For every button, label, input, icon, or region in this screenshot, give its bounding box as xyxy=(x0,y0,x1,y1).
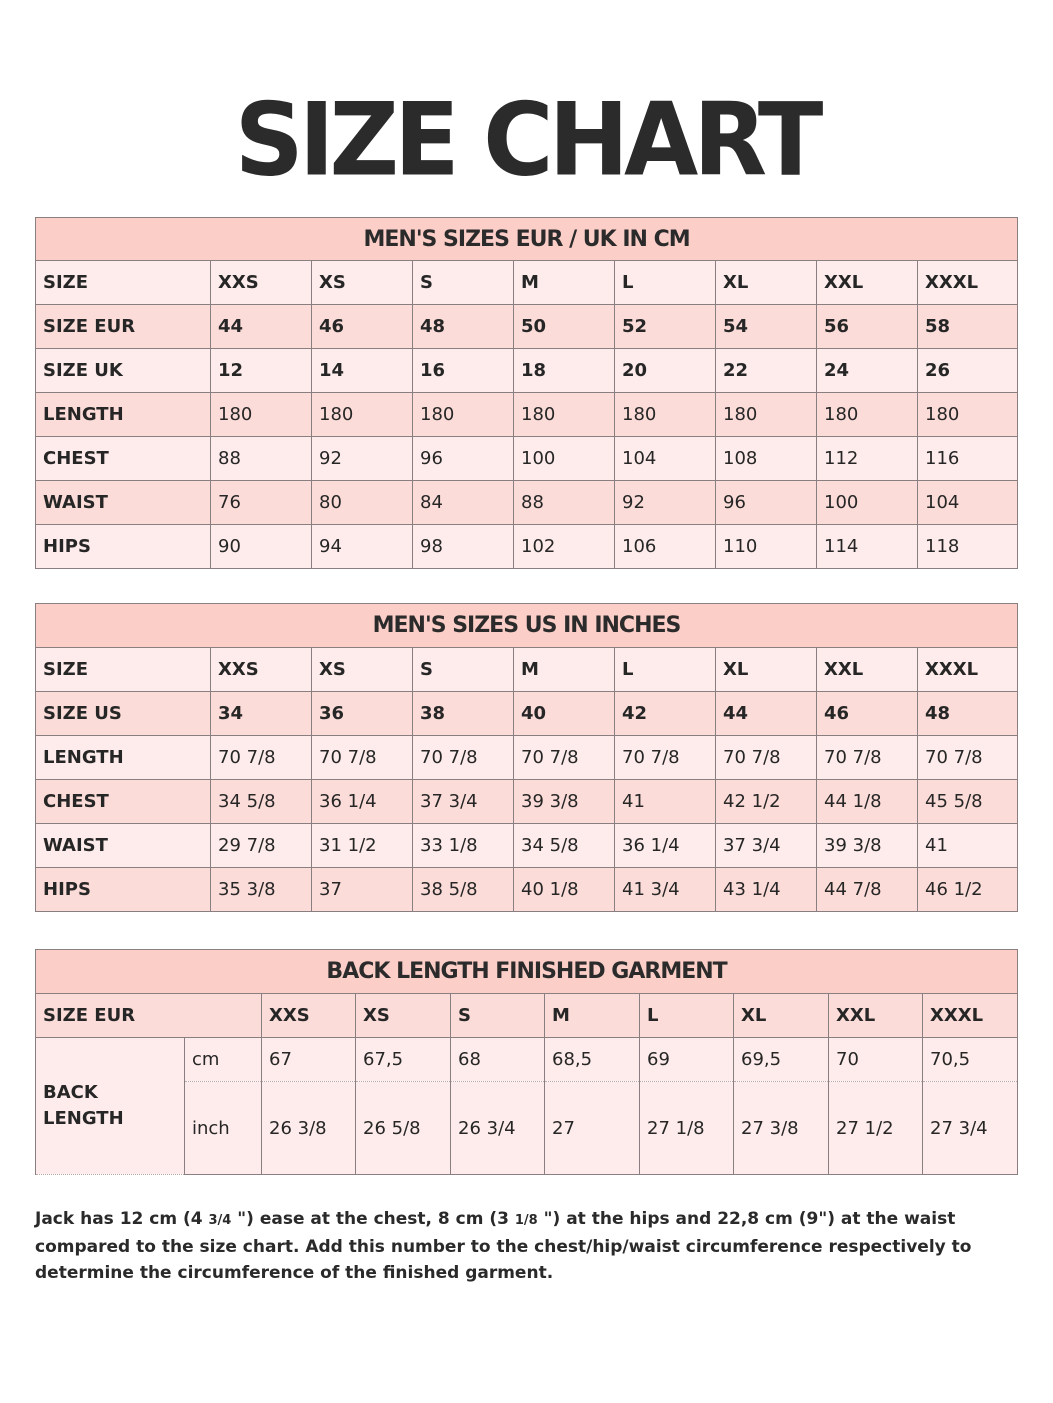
back-length-inch-cell: 26 3/4 xyxy=(451,1082,545,1175)
eur-uk-cell: 76 xyxy=(211,481,312,525)
us-cell: 70 7/8 xyxy=(716,736,817,780)
eur-uk-cell: 96 xyxy=(413,437,514,481)
eur-uk-cell: 54 xyxy=(716,305,817,349)
back-length-inch-cell: 26 3/8 xyxy=(262,1082,356,1175)
eur-uk-cell: 44 xyxy=(211,305,312,349)
us-cell: 29 7/8 xyxy=(211,824,312,868)
us-cell: L xyxy=(615,648,716,692)
eur-uk-cell: 20 xyxy=(615,349,716,393)
eur-uk-cell: 84 xyxy=(413,481,514,525)
back-length-size-cell: XL xyxy=(734,994,829,1038)
us-cell: 41 xyxy=(918,824,1018,868)
eur-uk-cell: 96 xyxy=(716,481,817,525)
us-row xyxy=(36,780,1018,824)
eur-uk-cell: 100 xyxy=(817,481,918,525)
us-row-label: LENGTH xyxy=(36,736,211,780)
us-cell: 35 3/8 xyxy=(211,868,312,912)
us-cell: XS xyxy=(312,648,413,692)
us-cell: XXXL xyxy=(918,648,1018,692)
us-cell: 37 xyxy=(312,868,413,912)
us-cell: 70 7/8 xyxy=(514,736,615,780)
us-row-label: WAIST xyxy=(36,824,211,868)
eur-uk-cell: 48 xyxy=(413,305,514,349)
us-cell: 70 7/8 xyxy=(817,736,918,780)
eur-uk-row xyxy=(36,261,1018,305)
eur-uk-cell: 180 xyxy=(918,393,1018,437)
eur-uk-cell: 18 xyxy=(514,349,615,393)
us-cell: 44 1/8 xyxy=(817,780,918,824)
footnote-part1: Jack has 12 cm (4 xyxy=(35,1209,209,1229)
us-row-label: SIZE US xyxy=(36,692,211,736)
us-cell: M xyxy=(514,648,615,692)
eur-uk-cell: 92 xyxy=(615,481,716,525)
us-cell: 37 3/4 xyxy=(716,824,817,868)
us-cell: 48 xyxy=(918,692,1018,736)
eur-uk-cell: 102 xyxy=(514,525,615,569)
footnote-part3: ") at the hips and 22,8 cm (9") at the waist compared to the size chart. Add this number to the chest/hip/waist circumference respectively to determine the circumference of the finished garment. xyxy=(35,1209,972,1283)
eur-uk-cell: 88 xyxy=(514,481,615,525)
us-cell: 34 5/8 xyxy=(211,780,312,824)
us-cell: 31 1/2 xyxy=(312,824,413,868)
eur-uk-cell: 180 xyxy=(817,393,918,437)
eur-uk-row xyxy=(36,349,1018,393)
cm-unit-label: cm xyxy=(185,1038,262,1082)
eur-uk-cell: 118 xyxy=(918,525,1018,569)
back-length-size-cell: XXS xyxy=(262,994,356,1038)
eur-uk-cell: 56 xyxy=(817,305,918,349)
back-length-cm-cell: 67 xyxy=(262,1038,356,1082)
us-cell: 41 3/4 xyxy=(615,868,716,912)
us-cell: XL xyxy=(716,648,817,692)
eur-uk-cell: 110 xyxy=(716,525,817,569)
back-length-inch-cell: 27 1/8 xyxy=(640,1082,734,1175)
eur-uk-row xyxy=(36,525,1018,569)
eur-uk-cell: 180 xyxy=(312,393,413,437)
eur-uk-cell: 16 xyxy=(413,349,514,393)
footnote-fraction2: 1/8 xyxy=(514,1213,538,1228)
eur-uk-cell: XXL xyxy=(817,261,918,305)
us-cell: 36 xyxy=(312,692,413,736)
back-length-label: BACK LENGTH xyxy=(36,1038,185,1175)
back-length-size-cell: M xyxy=(545,994,640,1038)
footnote-fraction1: 3/4 xyxy=(208,1213,232,1228)
eur-uk-cell: 52 xyxy=(615,305,716,349)
back-length-inch-cell: 27 1/2 xyxy=(829,1082,923,1175)
us-cell: 45 5/8 xyxy=(918,780,1018,824)
eur-uk-row xyxy=(36,481,1018,525)
us-row xyxy=(36,868,1018,912)
us-row xyxy=(36,824,1018,868)
us-cell: 70 7/8 xyxy=(615,736,716,780)
us-cell: S xyxy=(413,648,514,692)
us-row-label: CHEST xyxy=(36,780,211,824)
us-row xyxy=(36,692,1018,736)
eur-uk-cell: 180 xyxy=(514,393,615,437)
eur-uk-cell: XXXL xyxy=(918,261,1018,305)
us-cell: 39 3/8 xyxy=(514,780,615,824)
eur-uk-cell: S xyxy=(413,261,514,305)
eur-uk-row-label: CHEST xyxy=(36,437,211,481)
eur-uk-cell: L xyxy=(615,261,716,305)
back-length-table-title: BACK LENGTH FINISHED GARMENT xyxy=(36,950,1018,994)
back-length-cm-cell: 68 xyxy=(451,1038,545,1082)
us-cell: 42 xyxy=(615,692,716,736)
us-cell: 44 xyxy=(716,692,817,736)
back-length-inch-cell: 26 5/8 xyxy=(356,1082,451,1175)
us-cell: 34 xyxy=(211,692,312,736)
eur-uk-cell: 92 xyxy=(312,437,413,481)
back-length-size-cell: XXL xyxy=(829,994,923,1038)
footnote-part2: ") ease at the chest, 8 cm (3 xyxy=(231,1209,515,1229)
eur-uk-cell: 50 xyxy=(514,305,615,349)
eur-uk-row-label: LENGTH xyxy=(36,393,211,437)
eur-uk-cell: 114 xyxy=(817,525,918,569)
us-cell: 37 3/4 xyxy=(413,780,514,824)
back-length-size-cell: L xyxy=(640,994,734,1038)
back-length-inch-cell: 27 xyxy=(545,1082,640,1175)
us-cell: 40 xyxy=(514,692,615,736)
us-cell: 46 1/2 xyxy=(918,868,1018,912)
eur-uk-cell: XXS xyxy=(211,261,312,305)
us-cell: 41 xyxy=(615,780,716,824)
eur-uk-cell: 88 xyxy=(211,437,312,481)
us-cell: 70 7/8 xyxy=(312,736,413,780)
eur-uk-cell: 106 xyxy=(615,525,716,569)
eur-uk-cell: XS xyxy=(312,261,413,305)
ease-footnote xyxy=(35,1206,1015,1286)
page-title: SIZE CHART xyxy=(234,81,819,199)
eur-uk-cell: 180 xyxy=(716,393,817,437)
back-length-inch-cell: 27 3/4 xyxy=(923,1082,1018,1175)
back-length-size-cell: S xyxy=(451,994,545,1038)
us-cell: XXS xyxy=(211,648,312,692)
eur-uk-cell: 24 xyxy=(817,349,918,393)
us-cell: 42 1/2 xyxy=(716,780,817,824)
us-cell: 40 1/8 xyxy=(514,868,615,912)
back-length-table xyxy=(35,949,1018,1175)
us-cell: XXL xyxy=(817,648,918,692)
eur-uk-cell: 108 xyxy=(716,437,817,481)
us-row xyxy=(36,736,1018,780)
us-cell: 70 7/8 xyxy=(918,736,1018,780)
eur-uk-row-label: SIZE EUR xyxy=(36,305,211,349)
us-cell: 44 7/8 xyxy=(817,868,918,912)
size-eur-label: SIZE EUR xyxy=(36,994,262,1038)
eur-uk-row-label: WAIST xyxy=(36,481,211,525)
back-length-cm-cell: 70,5 xyxy=(923,1038,1018,1082)
us-cell: 70 7/8 xyxy=(413,736,514,780)
eur-uk-cell: 58 xyxy=(918,305,1018,349)
us-cell: 36 1/4 xyxy=(615,824,716,868)
eur-uk-cell: M xyxy=(514,261,615,305)
back-length-cm-cell: 67,5 xyxy=(356,1038,451,1082)
back-length-cm-cell: 69 xyxy=(640,1038,734,1082)
eur-uk-cell: 104 xyxy=(615,437,716,481)
eur-uk-cell: 104 xyxy=(918,481,1018,525)
us-cell: 33 1/8 xyxy=(413,824,514,868)
eur-uk-table-title: MEN'S SIZES EUR / UK IN CM xyxy=(36,218,1018,261)
eur-uk-cell: 100 xyxy=(514,437,615,481)
eur-uk-cell: 90 xyxy=(211,525,312,569)
eur-uk-cell: 22 xyxy=(716,349,817,393)
us-size-table xyxy=(35,603,1018,912)
eur-uk-cell: 80 xyxy=(312,481,413,525)
eur-uk-cell: 180 xyxy=(211,393,312,437)
eur-uk-row-label: HIPS xyxy=(36,525,211,569)
eur-uk-row xyxy=(36,393,1018,437)
eur-uk-cell: 46 xyxy=(312,305,413,349)
eur-uk-cell: 98 xyxy=(413,525,514,569)
eur-uk-cell: 180 xyxy=(413,393,514,437)
us-cell: 46 xyxy=(817,692,918,736)
us-cell: 38 xyxy=(413,692,514,736)
eur-uk-cell: 180 xyxy=(615,393,716,437)
back-length-inch-cell: 27 3/8 xyxy=(734,1082,829,1175)
eur-uk-size-table xyxy=(35,217,1018,569)
us-row-label: HIPS xyxy=(36,868,211,912)
eur-uk-cell: 26 xyxy=(918,349,1018,393)
eur-uk-cell: 94 xyxy=(312,525,413,569)
eur-uk-cell: 14 xyxy=(312,349,413,393)
us-row-label: SIZE xyxy=(36,648,211,692)
us-row xyxy=(36,648,1018,692)
us-cell: 70 7/8 xyxy=(211,736,312,780)
eur-uk-row-label: SIZE UK xyxy=(36,349,211,393)
eur-uk-row xyxy=(36,437,1018,481)
back-length-cm-cell: 70 xyxy=(829,1038,923,1082)
eur-uk-cell: 112 xyxy=(817,437,918,481)
us-cell: 39 3/8 xyxy=(817,824,918,868)
eur-uk-row xyxy=(36,305,1018,349)
eur-uk-cell: XL xyxy=(716,261,817,305)
us-cell: 43 1/4 xyxy=(716,868,817,912)
back-length-size-cell: XXXL xyxy=(923,994,1018,1038)
eur-uk-row-label: SIZE xyxy=(36,261,211,305)
eur-uk-cell: 12 xyxy=(211,349,312,393)
us-table-title: MEN'S SIZES US IN INCHES xyxy=(36,604,1018,648)
back-length-cm-cell: 69,5 xyxy=(734,1038,829,1082)
back-length-size-cell: XS xyxy=(356,994,451,1038)
us-cell: 38 5/8 xyxy=(413,868,514,912)
inch-unit-label: inch xyxy=(185,1082,262,1175)
eur-uk-cell: 116 xyxy=(918,437,1018,481)
us-cell: 36 1/4 xyxy=(312,780,413,824)
back-length-cm-cell: 68,5 xyxy=(545,1038,640,1082)
us-cell: 34 5/8 xyxy=(514,824,615,868)
